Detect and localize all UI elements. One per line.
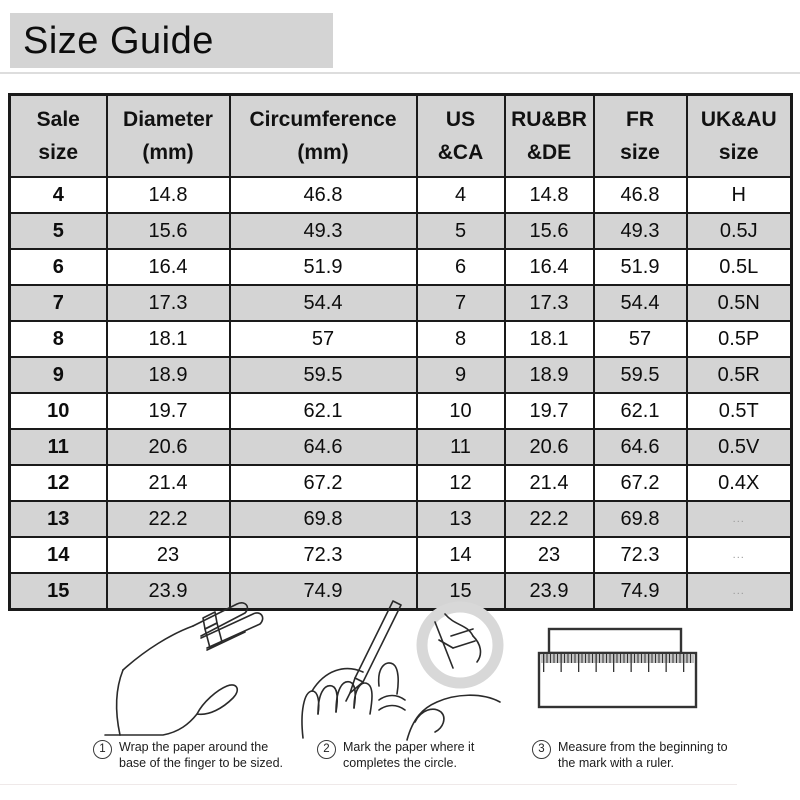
size-value-cell: 21.4 [505,465,594,501]
size-value-cell: 23 [505,537,594,573]
paper-strip-shape [549,629,681,653]
size-value-cell: 22.2 [505,501,594,537]
size-value-cell: 17.3 [505,285,594,321]
sale-size-cell: 6 [10,249,107,285]
size-value-cell: 59.5 [594,357,687,393]
sale-size-cell: 12 [10,465,107,501]
col-header-circumference: Circumference (mm) [230,95,417,178]
size-value-cell: 20.6 [107,429,230,465]
ruler-illustration [533,622,705,717]
sale-size-cell: 14 [10,537,107,573]
col-header-sale-size: Sale size [10,95,107,178]
size-value-cell: 72.3 [230,537,417,573]
table-header-row [10,95,792,178]
sale-size-cell: 5 [10,213,107,249]
size-value-cell: 17.3 [107,285,230,321]
size-value-cell: 54.4 [594,285,687,321]
size-value-cell: 0.5V [687,429,792,465]
bottom-divider [0,784,737,785]
size-value-cell: 62.1 [594,393,687,429]
size-value-cell: 23.9 [107,573,230,610]
table-row [10,429,792,465]
size-value-cell: 14 [417,537,505,573]
size-value-cell: 21.4 [107,465,230,501]
size-value-cell: 57 [230,321,417,357]
size-value-cell: 64.6 [230,429,417,465]
size-table-body [10,177,792,610]
hand-mark-illustration [295,588,540,743]
size-value-cell: 74.9 [230,573,417,610]
title-divider [0,72,800,74]
sale-size-cell: 9 [10,357,107,393]
size-value-cell: 72.3 [594,537,687,573]
step-1-text: Wrap the paper around the base of the finger to be sized. [119,740,283,770]
size-value-cell: 51.9 [594,249,687,285]
step-1-number-icon: 1 [93,740,112,759]
hand-wrap-illustration [85,592,315,740]
size-value-cell: 18.1 [107,321,230,357]
size-value-cell: 7 [417,285,505,321]
table-row [10,177,792,213]
size-value-cell: ... [687,573,792,610]
step-2-text: Mark the paper where it completes the circle. [343,740,475,770]
title-band [10,13,333,68]
sale-size-cell: 4 [10,177,107,213]
size-value-cell: 16.4 [107,249,230,285]
sale-size-cell: 7 [10,285,107,321]
size-value-cell: 19.7 [505,393,594,429]
instruction-step-3 [532,739,762,771]
size-value-cell: 23.9 [505,573,594,610]
page-title: Size Guide [23,20,214,62]
size-value-cell: 18.1 [505,321,594,357]
size-value-cell: 22.2 [107,501,230,537]
step-2-number-icon: 2 [317,740,336,759]
size-value-cell: ... [687,501,792,537]
table-row [10,501,792,537]
size-value-cell: 23 [107,537,230,573]
size-value-cell: 15 [417,573,505,610]
col-header-uk-au: UK&AU size [687,95,792,178]
size-value-cell: 67.2 [230,465,417,501]
size-value-cell: 11 [417,429,505,465]
sale-size-cell: 8 [10,321,107,357]
size-value-cell: 46.8 [594,177,687,213]
size-value-cell: 16.4 [505,249,594,285]
size-value-cell: H [687,177,792,213]
size-value-cell: 0.5P [687,321,792,357]
size-value-cell: 6 [417,249,505,285]
size-value-cell: 0.5T [687,393,792,429]
size-value-cell: 49.3 [230,213,417,249]
table-row [10,465,792,501]
size-value-cell: 57 [594,321,687,357]
size-value-cell: 0.5R [687,357,792,393]
size-value-cell: 67.2 [594,465,687,501]
size-value-cell: 0.5N [687,285,792,321]
size-value-cell: 49.3 [594,213,687,249]
size-value-cell: 9 [417,357,505,393]
table-row [10,357,792,393]
table-row [10,321,792,357]
size-value-cell: 5 [417,213,505,249]
instruction-step-2 [317,739,517,771]
size-value-cell: 46.8 [230,177,417,213]
ring-size-table [8,93,793,611]
size-value-cell: 64.6 [594,429,687,465]
step-3-text: Measure from the beginning to the mark with a ruler. [558,740,728,770]
sale-size-cell: 10 [10,393,107,429]
table-row [10,393,792,429]
size-value-cell: 10 [417,393,505,429]
size-value-cell: 18.9 [505,357,594,393]
size-value-cell: 19.7 [107,393,230,429]
size-value-cell: 14.8 [505,177,594,213]
sale-size-cell: 11 [10,429,107,465]
sale-size-cell: 13 [10,501,107,537]
size-table-wrap [8,93,791,611]
size-value-cell: 59.5 [230,357,417,393]
col-header-diameter: Diameter (mm) [107,95,230,178]
size-value-cell: 51.9 [230,249,417,285]
col-header-ru-br-de: RU&BR &DE [505,95,594,178]
size-value-cell: 20.6 [505,429,594,465]
col-header-fr: FR size [594,95,687,178]
table-row [10,213,792,249]
size-value-cell: 74.9 [594,573,687,610]
size-value-cell: 69.8 [230,501,417,537]
instruction-step-1 [93,739,308,771]
size-value-cell: 14.8 [107,177,230,213]
size-value-cell: 4 [417,177,505,213]
size-value-cell: 54.4 [230,285,417,321]
table-row [10,537,792,573]
size-value-cell: 13 [417,501,505,537]
size-value-cell: 18.9 [107,357,230,393]
size-value-cell: ... [687,537,792,573]
size-value-cell: 69.8 [594,501,687,537]
sale-size-cell: 15 [10,573,107,610]
table-row [10,285,792,321]
size-value-cell: 15.6 [107,213,230,249]
size-value-cell: 0.5J [687,213,792,249]
table-row [10,249,792,285]
size-value-cell: 0.5L [687,249,792,285]
step-3-number-icon: 3 [532,740,551,759]
size-value-cell: 62.1 [230,393,417,429]
size-value-cell: 15.6 [505,213,594,249]
col-header-us-ca: US &CA [417,95,505,178]
size-value-cell: 8 [417,321,505,357]
size-value-cell: 0.4X [687,465,792,501]
size-value-cell: 12 [417,465,505,501]
